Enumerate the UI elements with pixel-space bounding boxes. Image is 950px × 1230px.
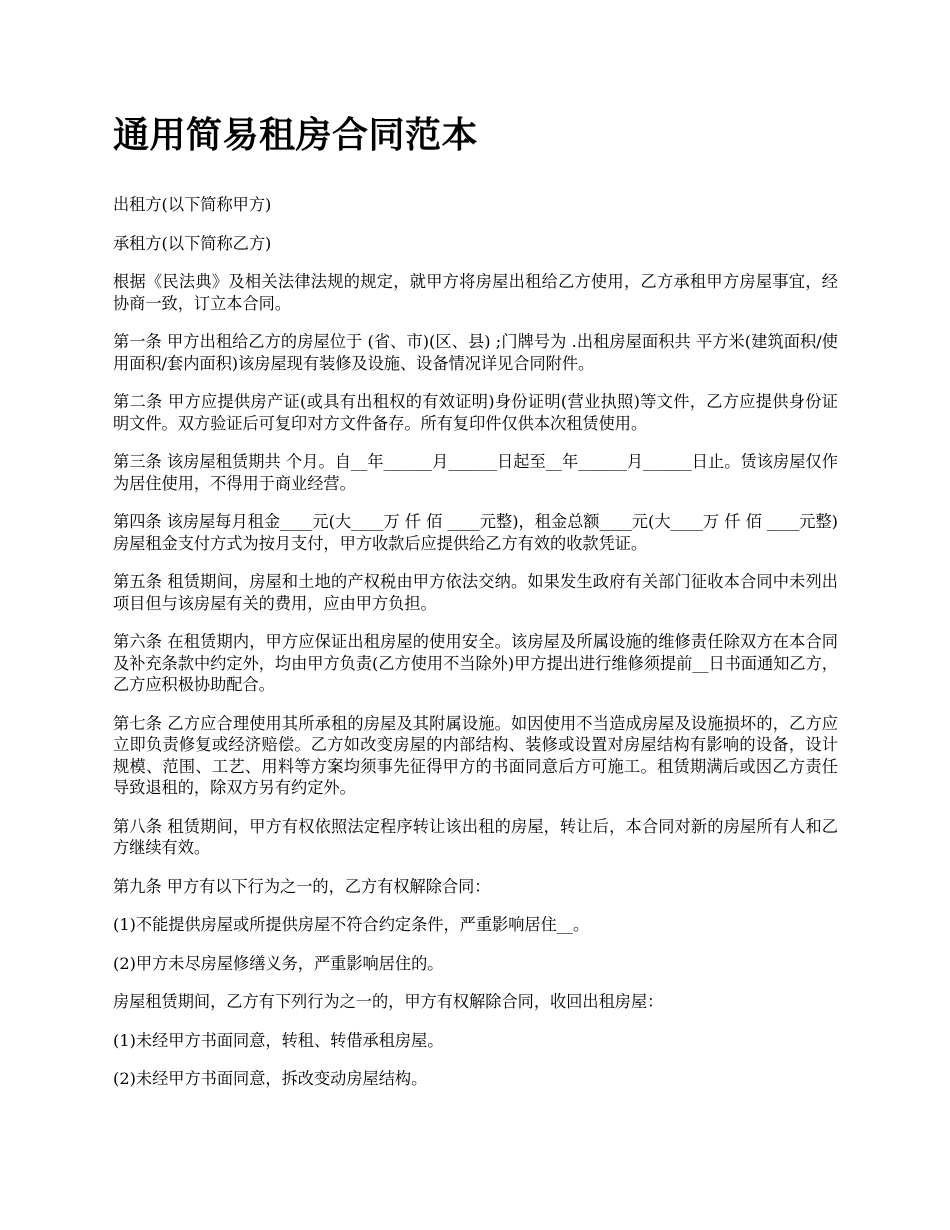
paragraph-article-2: 第二条 甲方应提供房产证(或具有出租权的有效证明)身份证明(营业执照)等文件，乙方应提供身份证明文件。双方验证后可复印对方文件备存。所有复印件仅供本次租赁使用。 [113,392,838,433]
paragraph-article-9: 第九条 甲方有以下行为之一的，乙方有权解除合同： [113,876,491,896]
paragraph-article-8: 第八条 租赁期间，甲方有权依照法定程序转让该出租的房屋，转让后，本合同对新的房屋所有人和乙方继续有效。 [113,816,838,857]
paragraph-lessor: 出租方(以下简称甲方) [113,195,272,214]
document-title: 通用简易租房合同范本 [113,115,479,156]
paragraph-article-7: 第七条 乙方应合理使用其所承租的房屋及其附属设施。如因使用不当造成房屋及设施损坏的，乙方应立即负责修复或经济赔偿。乙方如改变房屋的内部结构、装修或设置对房屋结构有影响的设备，设计规模、范围、工艺、用料等方案均须事先征得甲方的书面同意后方可施工。租赁期满后或因乙方责任导致退租的，除双方另有约定外。 [113,713,838,797]
document-body [113,112,838,1107]
paragraph-article-1: 第一条 甲方出租给乙方的房屋位于 (省、市)(区、县) ;门牌号为 .出租房屋面积共 平方米(建筑面积/使用面积/套内面积)该房屋现有装修及设施、设备情况详见合同附件。 [113,332,838,373]
paragraph-article-4: 第四条 该房屋每月租金____元(大____万 仟 佰 ____元整)，租金总额____元(大____万 仟 佰 ____元整) 房屋租金支付方式为按月支付，甲方收款后应提供给乙方有效的收款凭证。 [113,512,838,553]
paragraph-termination-intro: 房屋租赁期间，乙方有下列行为之一的，甲方有权解除合同，收回出租房屋： [113,992,664,1011]
paragraph-termination-item-2: (2)未经甲方书面同意，拆改变动房屋结构。 [113,1069,428,1088]
paragraph-lessee: 承租方(以下简称乙方) [113,233,272,253]
paragraph-article-3: 第三条 该房屋租赁期共 个月。自__年______月______日起至__年______月______日止。赁该房屋仅作为居住使用，不得用于商业经营。 [113,452,838,493]
paragraph-article-9-item-1: (1)不能提供房屋或所提供房屋不符合约定条件，严重影响居住__。 [113,915,590,934]
paragraph-article-6: 第六条 在租赁期内，甲方应保证出租房屋的使用安全。该房屋及所属设施的维修责任除双方在本合同及补充条款中约定外，均由甲方负责(乙方使用不当除外)甲方提出进行维修须提前__日书面通知乙方，乙方应积极协助配合。 [113,632,838,694]
paragraph-article-9-item-2: (2)甲方未尽房屋修缮义务，严重影响居住的。 [113,953,444,973]
paragraph-preamble: 根据《民法典》及相关法律法规的规定，就甲方将房屋出租给乙方使用，乙方承租甲方房屋事宜，经协商一致，订立本合同。 [113,272,838,313]
paragraph-termination-item-1: (1)未经甲方书面同意，转租、转借承租房屋。 [113,1030,444,1050]
paragraph-article-5: 第五条 租赁期间，房屋和土地的产权税由甲方依法交纳。如果发生政府有关部门征收本合同中未列出项目但与该房屋有关的费用，应由甲方负担。 [113,572,838,613]
